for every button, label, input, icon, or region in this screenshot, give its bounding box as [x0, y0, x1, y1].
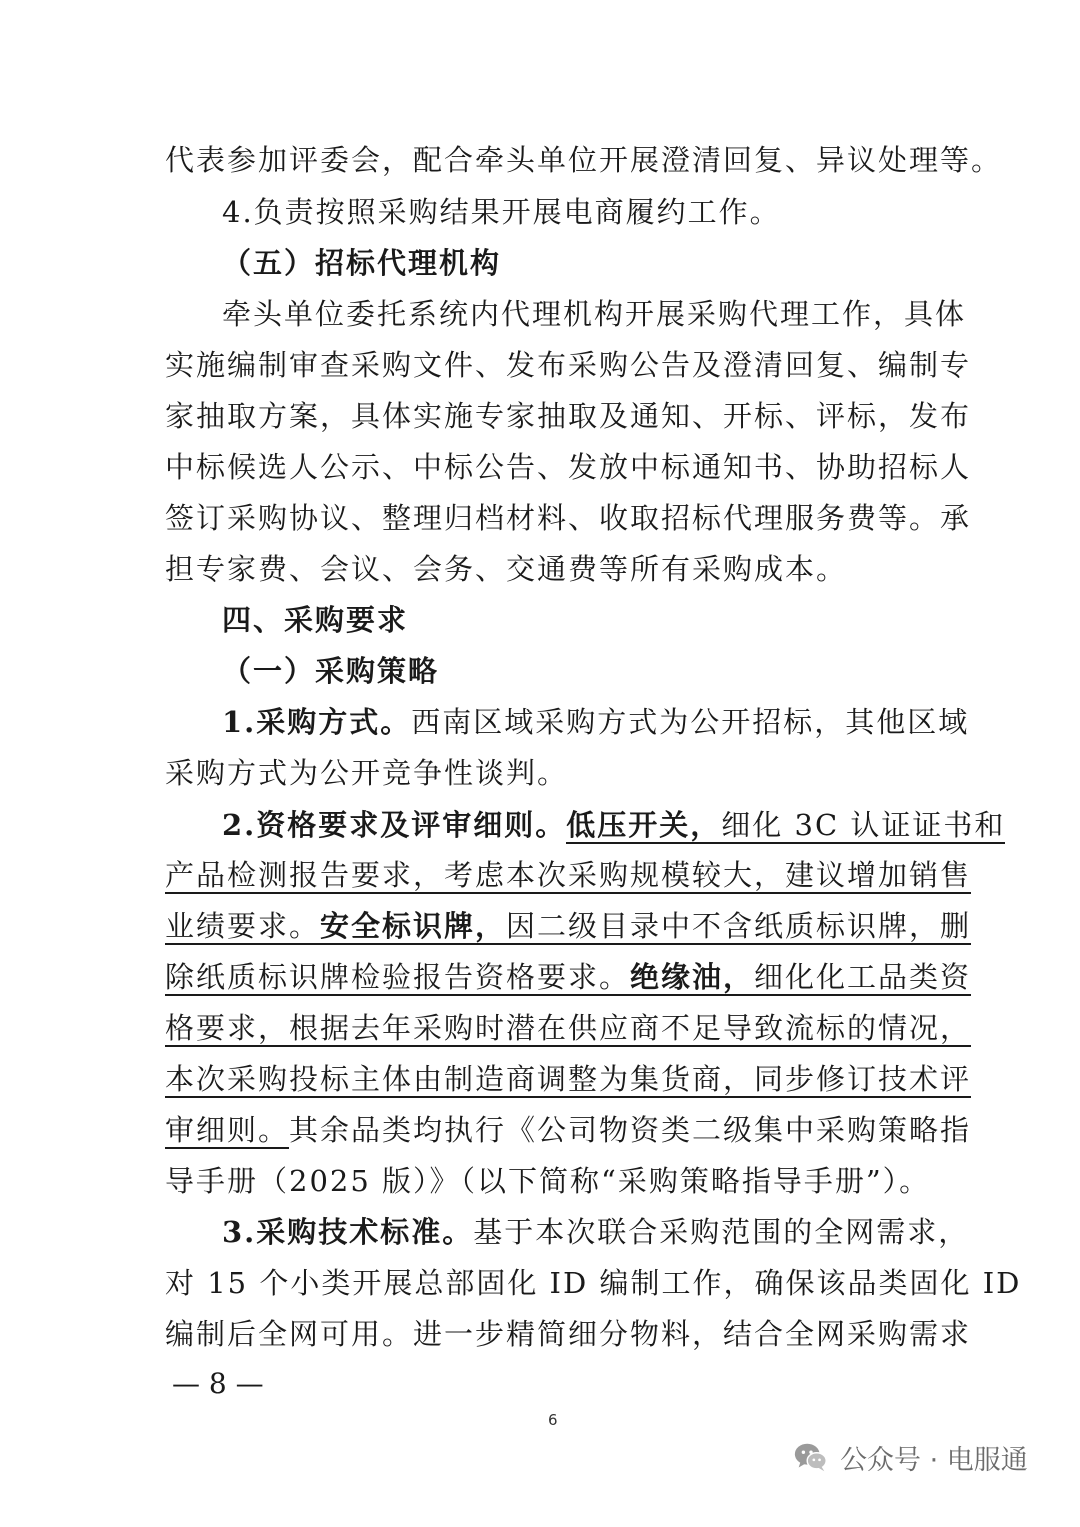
text-line: 4.负责按照采购结果开展电商履约工作。 — [222, 195, 781, 229]
text-line: 签订采购协议、整理归档材料、收取招标代理服务费等。承 — [165, 501, 972, 535]
text-line: 采购方式为公开竞争性谈判。 — [165, 756, 569, 790]
text-line: 编制后全网可用。进一步精简细分物料，结合全网采购需求 — [165, 1317, 972, 1351]
text-line: 担专家费、会议、会务、交通费等所有采购成本。 — [165, 552, 848, 586]
text-line — [165, 952, 972, 1002]
section-heading: （五）招标代理机构 — [222, 246, 502, 280]
text-line — [165, 901, 972, 951]
item-title: 2.资格要求及评审细则。 — [222, 808, 567, 842]
section-heading: （一）采购策略 — [222, 654, 440, 688]
scan-page-number: 6 — [548, 1411, 558, 1429]
text-line: 代表参加评委会，配合牵头单位开展澄清回复、异议处理等。 — [165, 143, 1003, 177]
underlined-text: 产品检测报告要求，考虑本次采购规模较大，建议增加销售 — [165, 858, 972, 892]
chapter-heading: 四、采购要求 — [222, 603, 409, 637]
wechat-icon — [792, 1438, 830, 1476]
underlined-bold-term: 低压开关， — [566, 808, 722, 842]
underlined-bold-term: 安全标识牌， — [320, 909, 507, 943]
text-line: 实施编制审查采购文件、发布采购公告及澄清回复、编制专 — [165, 348, 972, 382]
underlined-text: 业绩要求。 — [165, 909, 321, 943]
text-line — [165, 850, 972, 900]
underlined-text: 细化 3C 认证证书和 — [721, 808, 1006, 842]
text-line — [222, 697, 970, 747]
underlined-text: 细化化工品类资 — [754, 960, 972, 994]
text-line: 中标候选人公示、中标公告、发放中标通知书、协助招标人 — [165, 450, 972, 484]
item-title: 1.采购方式。 — [222, 705, 412, 739]
page-number: — 8 — — [172, 1367, 264, 1400]
text-line: 对 15 个小类开展总部固化 ID 编制工作，确保该品类固化 ID — [165, 1266, 1022, 1300]
item-text: 西南区域采购方式为公开招标，其他区域 — [411, 705, 970, 739]
text-line — [222, 1207, 970, 1257]
item-text: 其余品类均执行《公司物资类二级集中采购策略指 — [289, 1113, 972, 1147]
watermark — [792, 1434, 1028, 1480]
text-line — [222, 800, 1006, 850]
underlined-text: 因二级目录中不含纸质标识牌，删 — [506, 909, 972, 943]
underlined-text: 格要求，根据去年采购时潜在供应商不足导致流标的情况， — [165, 1011, 972, 1045]
text-line — [165, 1003, 972, 1053]
underlined-text: 本次采购投标主体由制造商调整为集货商，同步修订技术评 — [165, 1062, 972, 1096]
underlined-bold-term: 绝缘油， — [630, 960, 755, 994]
item-text: 基于本次联合采购范围的全网需求， — [473, 1215, 970, 1249]
underlined-text: 除纸质标识牌检验报告资格要求。 — [165, 960, 631, 994]
text-line — [165, 1105, 972, 1155]
text-line: 导手册（2025 版）》（以下简称“采购策略指导手册”）。 — [165, 1164, 931, 1198]
watermark-text: 公众号 · 电服通 — [840, 1444, 1028, 1476]
item-title: 3.采购技术标准。 — [222, 1215, 474, 1249]
text-line — [165, 1054, 972, 1104]
text-line: 家抽取方案，具体实施专家抽取及通知、开标、评标，发布 — [165, 399, 972, 433]
underlined-text: 审细则。 — [165, 1113, 290, 1147]
text-line: 牵头单位委托系统内代理机构开展采购代理工作，具体 — [222, 297, 967, 331]
